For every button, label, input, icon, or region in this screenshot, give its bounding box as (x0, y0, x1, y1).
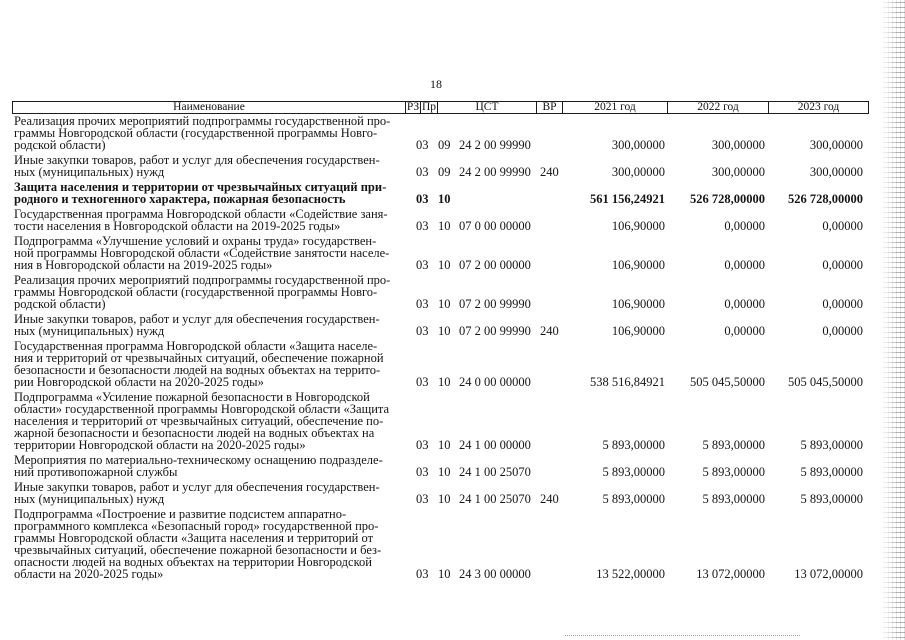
row-rz: 03 (416, 165, 429, 179)
header-2023: 2023 год (769, 102, 869, 114)
row-rz: 03 (416, 324, 429, 338)
row-amount-2022: 5 893,00000 (702, 438, 765, 452)
row-pr: 10 (438, 375, 451, 389)
table-body (12, 114, 868, 582)
row-rz: 03 (416, 258, 429, 272)
row-vr: 240 (540, 492, 559, 506)
row-amount-2023: 5 893,00000 (800, 492, 863, 506)
header-cst: ЦСТ (438, 102, 537, 114)
scan-edge-noise (881, 0, 905, 640)
row-amount-2023: 5 893,00000 (800, 438, 863, 452)
row-rz: 03 (416, 219, 429, 233)
row-rz: 03 (416, 492, 429, 506)
header-vr: ВР (537, 102, 563, 114)
row-vr (538, 180, 562, 207)
row-amount-2023: 505 045,50000 (788, 375, 863, 389)
row-pr: 10 (438, 567, 451, 581)
table-row (12, 339, 868, 390)
row-name: Реализация прочих мероприятий подпрограммы государственной про- граммы Новгородской области (государственной программы Новго- родской области) (14, 114, 391, 152)
table-row (12, 207, 868, 234)
row-rz: 03 (416, 192, 429, 206)
table-row (12, 234, 868, 273)
row-pr: 10 (438, 324, 451, 338)
row-amount-2021: 300,00000 (611, 138, 665, 152)
row-vr (538, 453, 562, 480)
row-amount-2021: 106,90000 (611, 219, 665, 233)
table-row (12, 273, 868, 312)
row-name: Подпрограмма «Построение и развитие подсистем аппаратно- программного комплекса «Безопасный город» государственной про- граммы Новгородской области «Защита населения и территорий от чрезвычайных ситуаций, обеспечение пожарной безопасности и без- опасности людей на водных объектах на территории Новгородской области на 2020-2025 годы» (14, 507, 382, 581)
row-pr: 10 (438, 297, 451, 311)
row-pr: 10 (438, 219, 451, 233)
row-cst: 24 1 00 25070 (459, 465, 531, 479)
table-row (12, 480, 868, 507)
row-amount-2023: 0,00000 (822, 258, 863, 272)
table-row (12, 390, 868, 453)
row-amount-2022: 0,00000 (724, 297, 765, 311)
header-name: Наименование (13, 102, 406, 114)
row-name: Иные закупки товаров, работ и услуг для обеспечения государствен- ных (муниципальных) нужд (14, 480, 380, 506)
row-amount-2022: 0,00000 (724, 324, 765, 338)
row-amount-2022: 0,00000 (724, 219, 765, 233)
row-name: Подпрограмма «Усиление пожарной безопасности в Новгородской области» государственной программы Новгородской области «Защита населения и территорий от чрезвычайных ситуаций, обеспечение по- жарной безопасности и безопасности людей на водных объектах на территории Новгородской области на 2020-2025 годы» (14, 390, 390, 452)
row-amount-2023: 300,00000 (809, 165, 863, 179)
row-name: Государственная программа Новгородской области «Содействие заня- тости населения в Новгородской области на 2019-2025 годы» (14, 207, 388, 233)
row-name: Подпрограмма «Улучшение условий и охраны труда» государствен- ной программы Новгородской области «Содействие занятости населе- ния в Новгородской области на 2019-2025 годы» (14, 234, 390, 272)
row-vr (538, 507, 562, 582)
row-amount-2021: 5 893,00000 (602, 465, 665, 479)
table-row (12, 114, 868, 153)
page-number: 18 (430, 77, 442, 91)
row-amount-2023: 13 072,00000 (794, 567, 863, 581)
row-rz: 03 (416, 465, 429, 479)
row-vr: 240 (540, 165, 559, 179)
row-cst: 24 1 00 00000 (459, 438, 531, 452)
row-amount-2021: 538 516,84921 (590, 375, 665, 389)
row-cst: 24 1 00 25070 (459, 492, 531, 506)
row-amount-2022: 13 072,00000 (696, 567, 765, 581)
row-name: Реализация прочих мероприятий подпрограммы государственной про- граммы Новгородской области (государственной программы Новго- родской области) (14, 273, 391, 311)
row-vr (538, 114, 562, 153)
header-2021: 2021 год (563, 102, 668, 114)
row-amount-2021: 106,90000 (611, 324, 665, 338)
header-pr: Пр (421, 101, 437, 113)
table-section-row (12, 180, 868, 207)
header-row (13, 102, 869, 114)
row-amount-2022: 526 728,00000 (690, 192, 765, 206)
row-vr (538, 207, 562, 234)
row-cst: 24 2 00 99990 (459, 165, 531, 179)
row-cst: 24 3 00 00000 (459, 567, 531, 581)
row-amount-2022: 5 893,00000 (702, 465, 765, 479)
row-cst: 07 2 00 00000 (459, 258, 531, 272)
row-pr: 10 (438, 438, 451, 452)
row-pr: 09 (438, 138, 451, 152)
row-name: Государственная программа Новгородской области «Защита населе- ния и территорий от чрезвычайных ситуаций, обеспечение пожарной безопасности и безопасности людей на водных объектах на террито- рии Новгородской области на 2020-2025 годы» (14, 339, 384, 389)
row-amount-2021: 106,90000 (611, 297, 665, 311)
table-header (12, 101, 869, 114)
row-pr: 10 (438, 492, 451, 506)
row-vr (538, 390, 562, 453)
row-pr: 10 (438, 258, 451, 272)
row-pr: 09 (438, 165, 451, 179)
row-cst: 07 2 00 99990 (459, 297, 531, 311)
row-cst: 07 2 00 99990 (459, 324, 531, 338)
header-rz: РЗ (406, 101, 420, 113)
row-amount-2021: 300,00000 (611, 165, 665, 179)
row-amount-2021: 5 893,00000 (602, 438, 665, 452)
row-amount-2021: 106,90000 (611, 258, 665, 272)
row-amount-2021: 5 893,00000 (602, 492, 665, 506)
table-row (12, 507, 868, 582)
row-vr (538, 273, 562, 312)
row-amount-2023: 526 728,00000 (788, 192, 863, 206)
row-cst: 07 0 00 00000 (459, 219, 531, 233)
row-cst: 24 0 00 00000 (459, 375, 531, 389)
row-amount-2021: 13 522,00000 (596, 567, 665, 581)
scan-bottom-dotted-line (565, 635, 800, 636)
table-row (12, 312, 868, 339)
header-2022: 2022 год (668, 102, 769, 114)
row-rz: 03 (416, 438, 429, 452)
table-row (12, 153, 868, 180)
row-amount-2023: 0,00000 (822, 297, 863, 311)
row-pr: 10 (438, 465, 451, 479)
row-pr: 10 (438, 192, 451, 206)
row-name: Иные закупки товаров, работ и услуг для обеспечения государствен- ных (муниципальных) нужд (14, 153, 380, 179)
row-vr (538, 234, 562, 273)
row-rz: 03 (416, 138, 429, 152)
row-amount-2023: 300,00000 (809, 138, 863, 152)
row-amount-2022: 0,00000 (724, 258, 765, 272)
row-vr (538, 339, 562, 390)
table-row (12, 453, 868, 480)
row-rz: 03 (416, 375, 429, 389)
row-cst: 24 2 00 99990 (459, 138, 531, 152)
row-amount-2022: 5 893,00000 (702, 492, 765, 506)
row-name: Иные закупки товаров, работ и услуг для обеспечения государствен- ных (муниципальных) нужд (14, 312, 380, 338)
row-rz: 03 (416, 297, 429, 311)
row-name: Защита населения и территории от чрезвычайных ситуаций при- родного и техногенного характера, пожарная безопасность (14, 180, 387, 206)
row-rz: 03 (416, 567, 429, 581)
row-vr: 240 (540, 324, 559, 338)
row-amount-2023: 0,00000 (822, 219, 863, 233)
row-name: Мероприятия по материально-техническому оснащению подразделе- ний противопожарной службы (14, 453, 383, 479)
row-amount-2022: 300,00000 (711, 138, 765, 152)
row-amount-2023: 5 893,00000 (800, 465, 863, 479)
row-amount-2023: 0,00000 (822, 324, 863, 338)
row-amount-2021: 561 156,24921 (590, 192, 665, 206)
row-amount-2022: 505 045,50000 (690, 375, 765, 389)
row-amount-2022: 300,00000 (711, 165, 765, 179)
row-cst (454, 180, 538, 207)
